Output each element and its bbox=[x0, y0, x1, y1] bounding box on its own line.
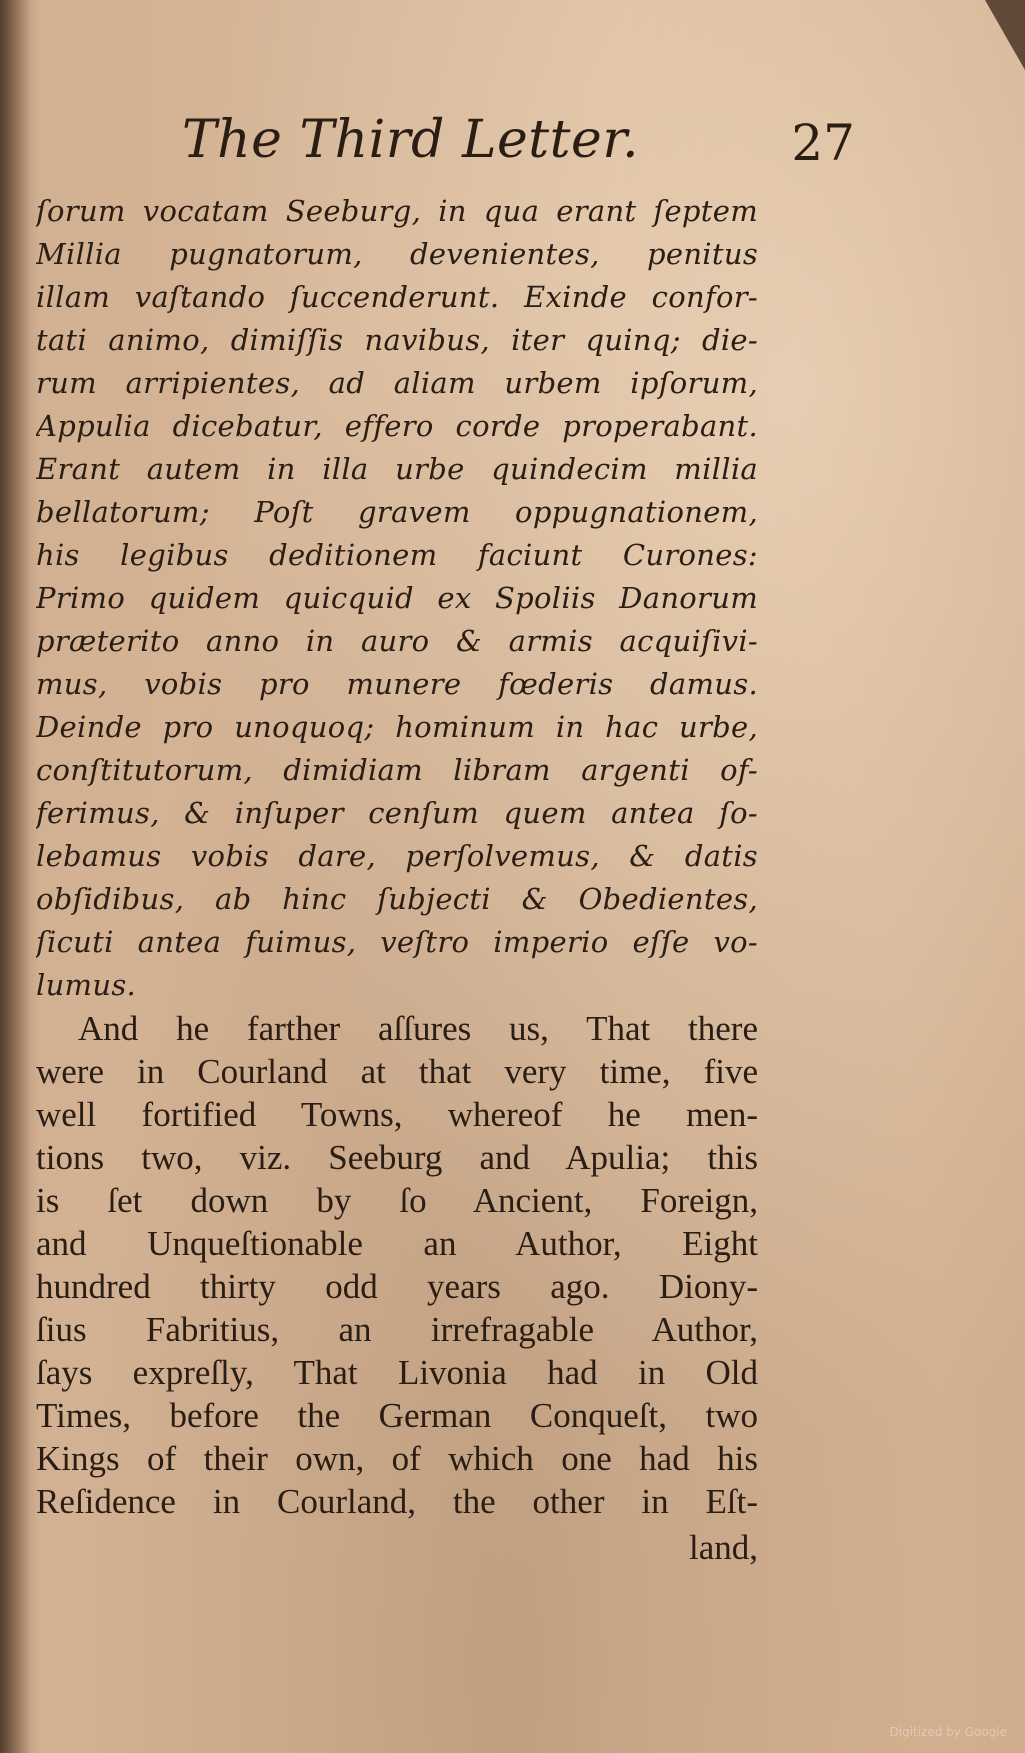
english-paragraph bbox=[36, 1007, 758, 1523]
catchword: land, bbox=[688, 1528, 758, 1567]
watermark: Digitized by Google bbox=[889, 1725, 1007, 1739]
latin-line: præterito anno in auro & armis acquiſivi- bbox=[36, 624, 758, 658]
latin-line: Millia pugnatorum, devenientes, penitus bbox=[36, 237, 758, 271]
latin-line: Primo quidem quicquid ex Spoliis Danorum bbox=[36, 581, 758, 615]
spine-shadow bbox=[0, 0, 30, 1753]
page-header bbox=[0, 110, 1025, 190]
latin-line: bellatorum; Poſt gravem oppugnationem, bbox=[36, 495, 758, 529]
page-corner bbox=[985, 0, 1025, 70]
latin-line: rum arripientes, ad aliam urbem ipſorum, bbox=[36, 366, 758, 400]
english-line: Reſidence in Courland, the other in Eſt- bbox=[36, 1482, 758, 1521]
latin-line: lumus. bbox=[36, 968, 137, 1002]
latin-line: mus, vobis pro munere fœderis damus. bbox=[36, 667, 758, 701]
english-line: Times, before the German Conqueſt, two bbox=[36, 1396, 758, 1435]
page-number: 27 bbox=[791, 114, 855, 172]
latin-line: Erant autem in illa urbe quindecim millia bbox=[36, 452, 758, 486]
latin-line: tati animo, dimiſſis navibus, iter quinq; die- bbox=[36, 323, 758, 357]
latin-quotation bbox=[36, 190, 758, 1007]
latin-line: Deinde pro unoquoq; hominum in hac urbe, bbox=[36, 710, 758, 744]
latin-line: obſidibus, ab hinc ſubjecti & Obedientes, bbox=[36, 882, 758, 916]
latin-line: illam vaſtando ſuccenderunt. Exinde confor- bbox=[36, 280, 758, 314]
english-line: tions two, viz. Seeburg and Apulia; this bbox=[36, 1138, 758, 1177]
english-line: And he farther aſſures us, That there bbox=[78, 1009, 758, 1048]
latin-line: conſtitutorum, dimidiam libram argenti of- bbox=[36, 753, 758, 787]
body-text bbox=[36, 190, 758, 1573]
english-line: hundred thirty odd years ago. Diony- bbox=[36, 1267, 758, 1306]
english-line: well fortified Towns, whereof he men- bbox=[36, 1095, 758, 1134]
latin-line: ſicuti antea fuimus, veſtro imperio eſſe vo- bbox=[36, 925, 758, 959]
latin-line: ferimus, & inſuper cenſum quem antea ſo- bbox=[36, 796, 758, 830]
running-title: The Third Letter. bbox=[182, 110, 639, 170]
english-line: and Unqueſtionable an Author, Eight bbox=[36, 1224, 758, 1263]
english-line: is ſet down by ſo Ancient, Foreign, bbox=[36, 1181, 758, 1220]
latin-line: his legibus deditionem faciunt Curones: bbox=[36, 538, 758, 572]
latin-line: Appulia dicebatur, effero corde properabant. bbox=[36, 409, 758, 443]
english-line: ſays expreſly, That Livonia had in Old bbox=[36, 1353, 758, 1392]
english-line: ſius Fabritius, an irrefragable Author, bbox=[36, 1310, 758, 1349]
english-line: Kings of their own, of which one had his bbox=[36, 1439, 758, 1478]
latin-line: lebamus vobis dare, perſolvemus, & datis bbox=[36, 839, 758, 873]
english-line: were in Courland at that very time, five bbox=[36, 1052, 758, 1091]
latin-line: ſorum vocatam Seeburg, in qua erant ſeptem bbox=[36, 194, 758, 228]
